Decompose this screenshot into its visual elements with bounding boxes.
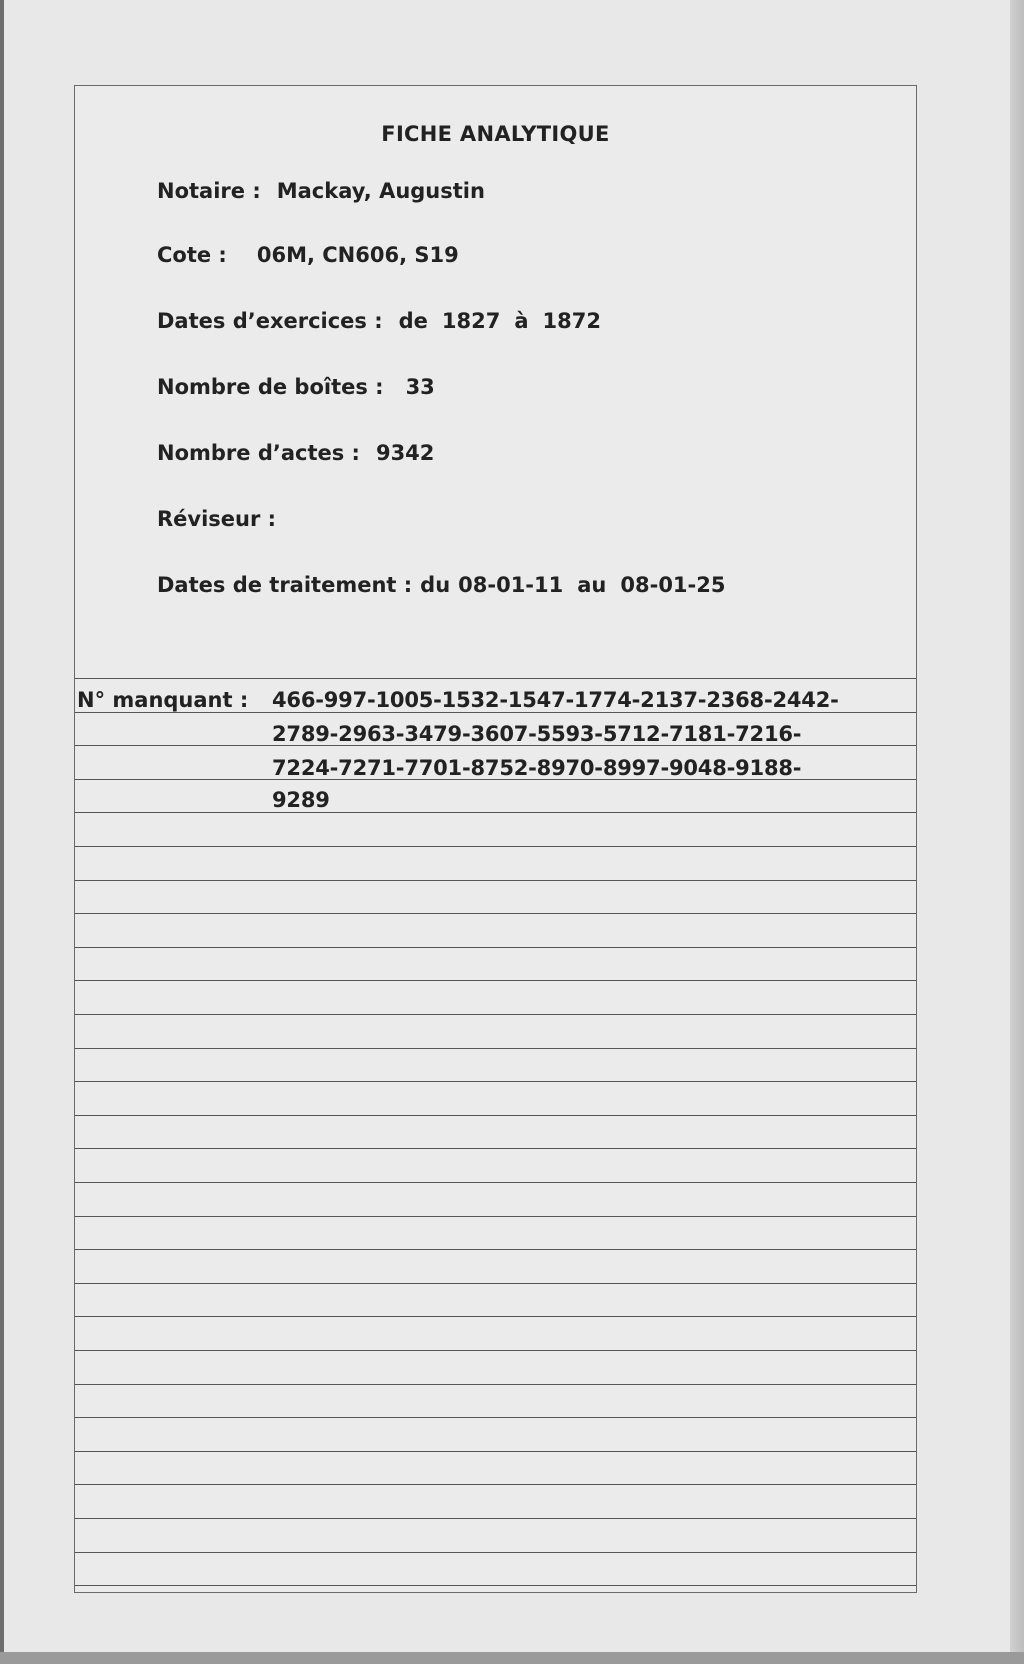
- ruled-line: [75, 1014, 916, 1015]
- ruled-line: [75, 980, 916, 981]
- ruled-line: [75, 1484, 916, 1485]
- dates-traitement-to: 08-01-25: [620, 573, 726, 597]
- ruled-line: [75, 712, 916, 713]
- reviseur-field: [157, 507, 292, 531]
- missing-numbers-line-2: 2789-2963-3479-3607-5593-5712-7181-7216-: [272, 722, 802, 746]
- cote-label: Cote :: [157, 243, 227, 267]
- nombre-actes-label: Nombre d’actes :: [157, 441, 360, 465]
- ruled-line: [75, 745, 916, 746]
- ruled-line: [75, 1384, 916, 1385]
- reviseur-label: Réviseur :: [157, 507, 277, 531]
- ruled-line: [75, 1585, 916, 1586]
- notaire-label: Notaire :: [157, 179, 261, 203]
- cote-field: [157, 243, 459, 267]
- ruled-line: [75, 1283, 916, 1284]
- missing-numbers-line-4: 9289: [272, 788, 330, 812]
- ruled-line: [75, 779, 916, 780]
- nombre-actes-field: [157, 441, 434, 465]
- ruled-line: [75, 913, 916, 914]
- cote-value: 06M, CN606, S19: [256, 243, 459, 267]
- ruled-line: [75, 1552, 916, 1553]
- dates-exercices-field: [157, 309, 601, 333]
- dates-traitement-field: [157, 573, 725, 597]
- ruled-line: [75, 947, 916, 948]
- ruled-line: [75, 1048, 916, 1049]
- ruled-line: [75, 1249, 916, 1250]
- dates-traitement-au: au: [577, 573, 607, 597]
- notaire-value: Mackay, Augustin: [276, 179, 485, 203]
- ruled-line: [75, 880, 916, 881]
- ruled-line: [75, 812, 916, 813]
- ruled-line: [75, 1417, 916, 1418]
- dates-exercices-de: de: [398, 309, 428, 333]
- missing-numbers-line-1: 466-997-1005-1532-1547-1774-2137-2368-2442-: [272, 688, 839, 712]
- ruled-line: [75, 678, 916, 679]
- dates-traitement-du: du: [420, 573, 451, 597]
- scan-edge-left: [0, 0, 4, 1664]
- dates-traitement-from: 08-01-11: [458, 573, 564, 597]
- nombre-boites-field: [157, 375, 435, 399]
- dates-traitement-label: Dates de traitement :: [157, 573, 413, 597]
- dates-exercices-from: 1827: [441, 309, 501, 333]
- ruled-line: [75, 1115, 916, 1116]
- form-title: FICHE ANALYTIQUE: [381, 122, 610, 146]
- nombre-actes-value: 9342: [375, 441, 435, 465]
- notaire-field: [157, 179, 485, 203]
- ruled-line: [75, 1081, 916, 1082]
- ruled-line: [75, 1216, 916, 1217]
- dates-exercices-label: Dates d’exercices :: [157, 309, 383, 333]
- ruled-line: [75, 1451, 916, 1452]
- missing-numbers-line-3: 7224-7271-7701-8752-8970-8997-9048-9188-: [272, 756, 802, 780]
- ruled-line: [75, 1182, 916, 1183]
- ruled-line: [75, 1148, 916, 1149]
- dates-exercices-to: 1872: [542, 309, 601, 333]
- ruled-line: [75, 1316, 916, 1317]
- ruled-line: [75, 1518, 916, 1519]
- dates-exercices-a: à: [514, 309, 529, 333]
- nombre-boites-value: 33: [405, 375, 435, 399]
- ruled-line: [75, 846, 916, 847]
- scan-edge-bottom: [0, 1652, 1024, 1664]
- scan-edge-right: [1010, 0, 1024, 1664]
- analytic-form: [74, 85, 917, 1593]
- missing-numbers-label: N° manquant :: [77, 688, 249, 712]
- nombre-boites-label: Nombre de boîtes :: [157, 375, 384, 399]
- ruled-line: [75, 1350, 916, 1351]
